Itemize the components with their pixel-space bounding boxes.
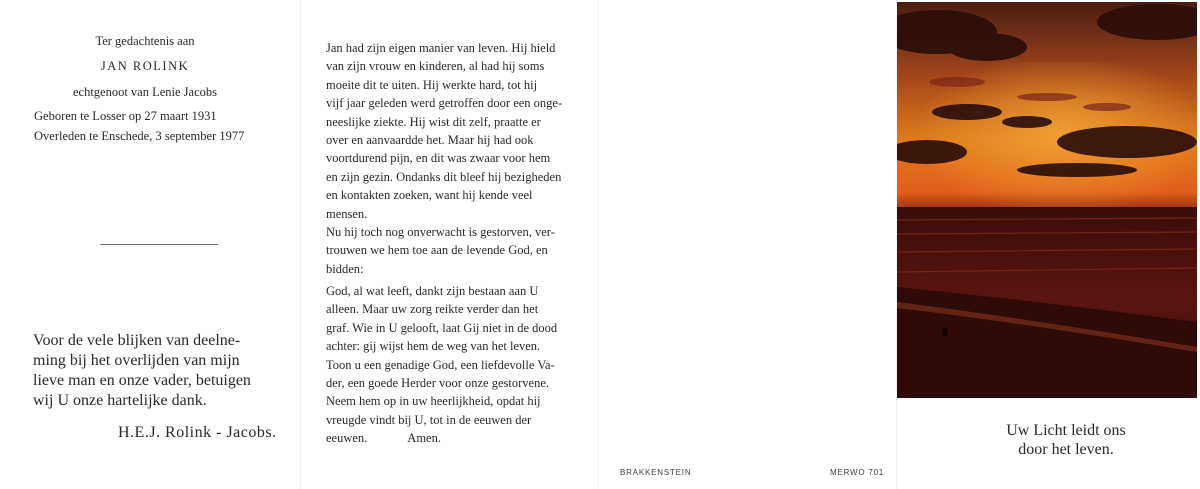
bio-line: bidden: bbox=[326, 261, 364, 276]
birth-line: Geboren te Losser op 27 maart 1931 bbox=[34, 109, 217, 123]
bio-line: Nu hij toch nog onverwacht is gestorven, ver- bbox=[326, 225, 555, 240]
bio-line: moeite dit te uiten. Hij werkte hard, tot hij bbox=[326, 77, 538, 92]
family-signature: H.E.J. Rolink - Jacobs. bbox=[118, 424, 277, 441]
prayer-line: alleen. Maar uw zorg reikte verder dan het bbox=[326, 302, 539, 317]
blank-panel bbox=[598, 0, 896, 489]
thanks-line: ming bij het overlijden van mijn bbox=[33, 352, 240, 369]
spouse-line: echtgenoot van Lenie Jacobs bbox=[72, 85, 218, 99]
bio-line: voortdurend pijn, en dit was zwaar voor hem bbox=[326, 151, 551, 166]
prayer-closing bbox=[326, 429, 574, 447]
death-line: Overleden te Enschede, 3 september 1977 bbox=[34, 129, 245, 143]
memorial-panel bbox=[0, 0, 300, 489]
bio-line: Jan had zijn eigen manier van leven. Hij hield bbox=[326, 41, 556, 55]
thanks-message bbox=[33, 331, 295, 411]
prayer-line: graf. Wie in U gelooft, laat Gij niet in de dood bbox=[326, 320, 558, 335]
bio-line: vijf jaar geleden werd getroffen door een onge- bbox=[326, 96, 563, 111]
bio-line: en kontakten zoeken, want hij kende veel bbox=[326, 188, 533, 203]
bio-line: trouwen we hem toe aan de levende God, en bbox=[326, 243, 548, 258]
bio-line: van zijn vrouw en kinderen, al had hij soms bbox=[326, 59, 545, 74]
caption-line: door het leven. bbox=[1018, 441, 1114, 458]
bio-line: over en aanvaardde het. Maar hij had ook bbox=[326, 133, 534, 148]
prayer-line: vreugde vindt bij U, tot in de eeuwen der bbox=[326, 412, 532, 427]
memorial-heading: Ter gedachtenis aan bbox=[95, 34, 195, 48]
caption-line: Uw Licht leidt ons bbox=[1006, 422, 1126, 439]
printer-mark: BRAKKENSTEIN bbox=[620, 468, 692, 477]
deceased-name: JAN ROLINK bbox=[100, 59, 190, 73]
cover-panel bbox=[896, 0, 1200, 489]
prayer-text bbox=[326, 282, 574, 448]
prayer-last-line: eeuwen. bbox=[326, 431, 368, 446]
bio-line: neeslijke ziekte. Hij wist dit zelf, praatte er bbox=[326, 114, 541, 129]
biography-panel bbox=[300, 0, 598, 489]
sunset-image bbox=[897, 2, 1197, 398]
prayer-line: achter: gij wijst hem de weg van het leven. bbox=[326, 339, 541, 354]
thanks-line: Voor de vele blijken van deelne- bbox=[33, 332, 241, 349]
prayer-line: Neem hem op in uw heerlijkheid, opdat hij bbox=[326, 394, 541, 409]
divider-line bbox=[100, 244, 218, 245]
sunset-photo bbox=[897, 2, 1197, 398]
bio-line: en zijn gezin. Ondanks dit bleef hij bezigheden bbox=[326, 169, 562, 184]
thanks-line: wij U onze hartelijke dank. bbox=[33, 392, 207, 409]
bio-line: mensen. bbox=[326, 206, 368, 221]
biography-text bbox=[326, 39, 574, 278]
amen: Amen. bbox=[407, 431, 441, 446]
cover-caption bbox=[956, 421, 1176, 459]
print-code: MERWO 701 bbox=[830, 468, 885, 477]
prayer-line: Toon u een genadige God, een liefdevolle Va- bbox=[326, 357, 555, 372]
prayer-line: God, al wat leeft, dankt zijn bestaan aan U bbox=[326, 284, 539, 298]
thanks-line: lieve man en onze vader, betuigen bbox=[33, 372, 251, 389]
prayer-line: der, een goede Herder voor onze gestorvene. bbox=[326, 376, 550, 391]
